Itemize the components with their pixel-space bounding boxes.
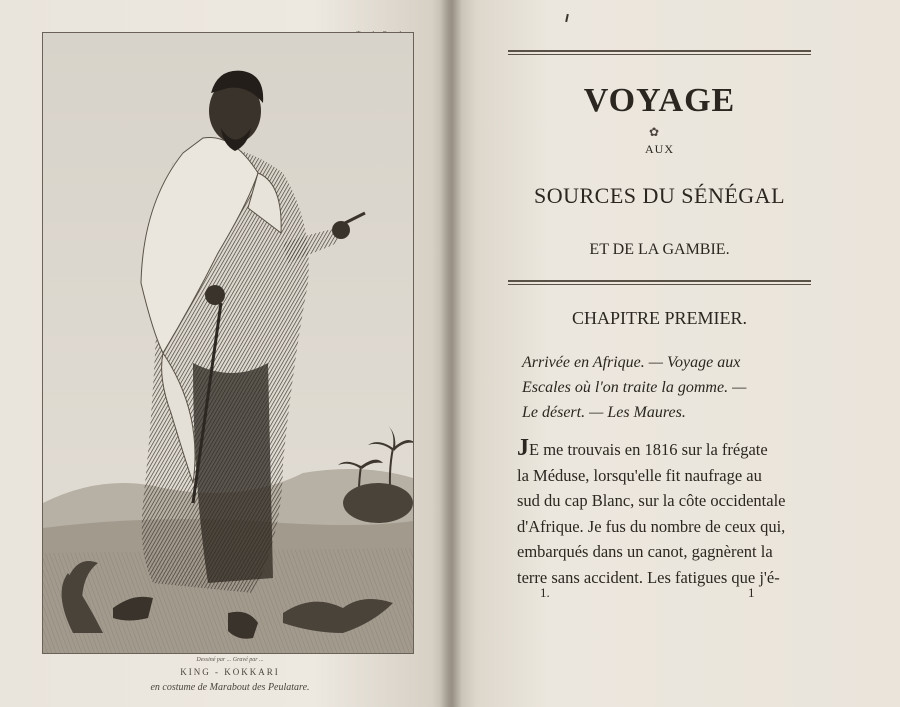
plate-caption-name: KING - KOKKARI [180,667,280,677]
summary-line: Arrivée en Afrique. — Voyage aux [522,354,741,371]
chapter-heading: CHAPITRE PREMIER. [571,308,748,328]
body-line: terre sans accident. Les fatigues que j'é- [517,567,780,587]
body-line: sud du cap Blanc, sur la côte occidentale [517,491,786,510]
engraver-credit: Dessiné par ... Gravé par ... [196,657,264,663]
body-paragraph [517,436,815,590]
chapter-summary [522,350,814,425]
book-gutter [440,0,462,707]
book-title: VOYAGE [583,82,736,119]
drop-cap: J [517,435,529,461]
page-number: 1 [748,585,755,600]
engraved-portrait [42,32,414,654]
plate-caption-subtitle: en costume de Marabout des Peulatare. [150,682,310,693]
ornament-icon: ✿ [649,125,660,139]
summary-line: Le désert. — Les Maures. [522,404,686,421]
body-line: la Méduse, lorsqu'elle fit naufrage au [517,465,762,485]
book-subtitle-line-2: ET DE LA GAMBIE. [589,241,730,258]
mid-double-rule [508,280,811,285]
body-line: embarqués dans un canot, gagnèrent la [517,542,773,561]
portrait-illustration [43,33,413,653]
signature-mark: 1. [540,585,550,600]
body-line-text: E me trouvais en 1816 sur la frégate [529,440,768,459]
body-line [517,436,815,463]
body-line: d'Afrique. Je fus du nombre de ceux qui, [517,516,786,536]
top-double-rule [508,50,811,55]
title-connector: AUX [645,142,674,156]
book-subtitle: SOURCES DU SÉNÉGAL [533,183,786,208]
summary-line: Escales où l'on traite la gomme. — [522,379,747,396]
